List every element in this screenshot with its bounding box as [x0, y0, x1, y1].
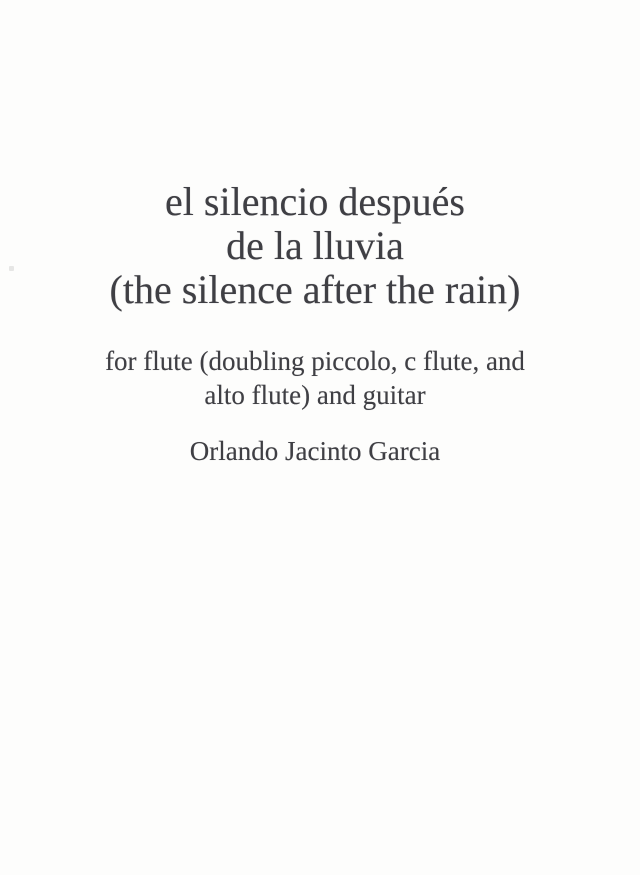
instrumentation-line-1: for flute (doubling piccolo, c flute, and	[105, 346, 525, 376]
composer-name: Orlando Jacinto Garcia	[189, 436, 441, 466]
instrumentation	[0, 344, 630, 412]
instrumentation-line-2: alto flute) and guitar	[204, 380, 426, 410]
work-title-translation: (the silence after the rain)	[109, 267, 521, 312]
work-title-line-1: el silencio después	[165, 179, 465, 224]
work-title-line-2: de la lluvia	[226, 223, 404, 268]
scan-artifact-speck	[9, 266, 14, 271]
work-title	[0, 180, 630, 312]
